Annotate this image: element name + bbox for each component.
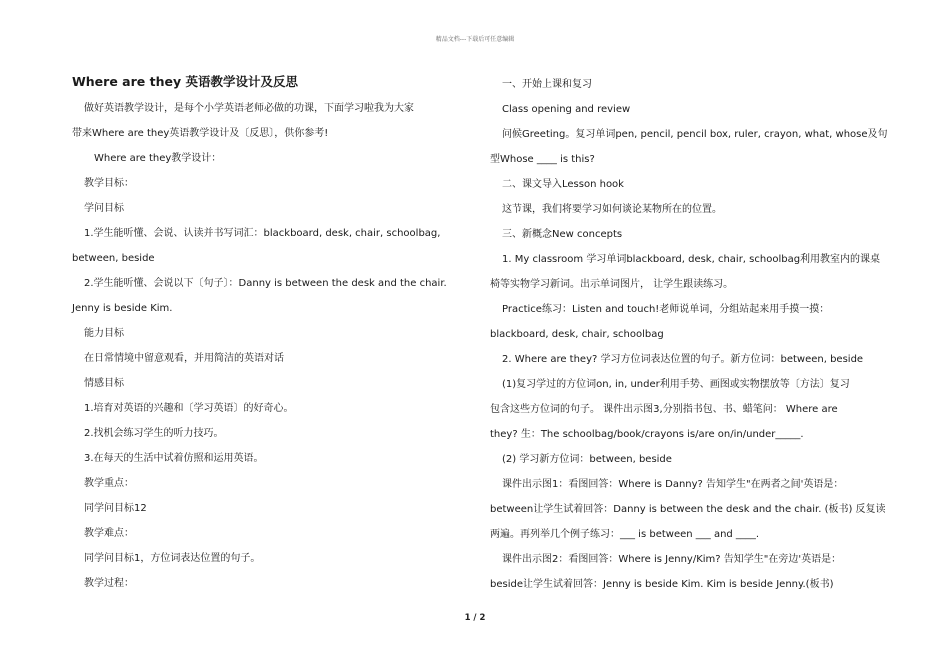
page-number: 1 / 2 [464, 613, 486, 623]
paragraph-line: 包含这些方位词的句子。 课件出示图3,分别指书包、书、蜡笔问： Where are [490, 404, 838, 415]
paragraph-line: 带来Where are they英语教学设计及〔反思〕，供你参考! [72, 128, 329, 139]
right-column [490, 72, 888, 597]
paragraph-line: 1.学生能听懂、会说、认读并书写词汇：blackboard, desk, chair, schoolbag, [84, 228, 441, 239]
paragraph-line: 教学重点： [84, 478, 134, 489]
paragraph-line: 型Whose ____ is this? [490, 154, 595, 165]
paragraph-line: 2.找机会练习学生的听力技巧。 [84, 428, 224, 439]
paragraph-line: Where are they教学设计： [94, 153, 222, 164]
document-title: Where are they 英语教学设计及反思 [72, 74, 298, 89]
paragraph-line: 2.学生能听懂、会说以下〔句子〕：Danny is between the desk and the chair. [84, 278, 447, 289]
paragraph-line: (2) 学习新方位词：between, beside [502, 454, 672, 465]
paragraph-line: 课件出示图1：看图回答：Where is Danny? 告知学生"在两者之间'英语是： [502, 479, 844, 490]
paragraph-line: beside让学生试着回答：Jenny is beside Kim. Kim is beside Jenny.(板书) [490, 579, 834, 590]
paragraph-line: blackboard, desk, chair, schoolbag [490, 329, 664, 340]
paragraph-line: 1.培育对英语的兴趣和〔学习英语〕的好奇心。 [84, 403, 294, 414]
paragraph-line: 情感目标 [84, 378, 124, 389]
paragraph-line: they? 生：The schoolbag/book/crayons is/are on/in/under_____. [490, 429, 804, 440]
paragraph-line: 同学问目标1，方位词表达位置的句子。 [84, 553, 261, 564]
paragraph-line: 教学难点： [84, 528, 134, 539]
paragraph-line: 课件出示图2：看图回答：Where is Jenny/Kim? 告知学生"在旁边'英语是： [502, 554, 842, 565]
paragraph-line: between让学生试着回答：Danny is between the desk and the chair. (板书) 反复读 [490, 504, 886, 515]
paragraph-line: Class opening and review [502, 104, 631, 115]
paragraph-line: 做好英语教学设计，是每个小学英语老师必做的功课，下面学习啦我为大家 [84, 103, 414, 114]
paragraph-line: 3.在每天的生活中试着仿照和运用英语。 [84, 453, 264, 464]
paragraph-line: 教学过程： [84, 578, 134, 589]
page-header: 精品文档---下载后可任意编辑 [435, 36, 515, 43]
paragraph-line: Jenny is beside Kim. [72, 303, 173, 314]
paragraph-line: 同学问目标12 [84, 503, 147, 514]
paragraph-line: 两遍。再列举几个例子练习：___ is between ___ and ____. [490, 529, 760, 540]
left-column [72, 72, 464, 596]
paragraph-line: 能力目标 [84, 328, 124, 339]
paragraph-line: 椅等实物学习新词。出示单词图片， 让学生跟读练习。 [490, 279, 734, 290]
paragraph-line: between, beside [72, 253, 155, 264]
paragraph-line: 一、开始上课和复习 [502, 79, 592, 90]
paragraph-line: 在日常情境中留意观看，并用简洁的英语对话 [84, 353, 284, 364]
paragraph-line: (1)复习学过的方位词on, in, under利用手势、画图或实物摆放等〔方法〕复习 [502, 379, 850, 390]
paragraph-line: 这节课，我们将要学习如何谈论某物所在的位置。 [502, 204, 722, 215]
paragraph-line: 教学目标： [84, 178, 134, 189]
paragraph-line: Practice练习：Listen and touch!老师说单词，分组站起来用手摸一摸： [502, 304, 830, 315]
paragraph-line: 三、新概念New concepts [502, 229, 623, 240]
paragraph-line: 问候Greeting。复习单词pen, pencil, pencil box, ruler, crayon, what, whose及句 [502, 129, 888, 140]
paragraph-line: 1. My classroom 学习单词blackboard, desk, chair, schoolbag利用教室内的课桌 [502, 254, 881, 265]
paragraph-line: 二、课文导入Lesson hook [502, 179, 624, 190]
paragraph-line: 学问目标 [84, 203, 124, 214]
paragraph-line: 2. Where are they? 学习方位词表达位置的句子。新方位词：between, beside [502, 354, 864, 365]
